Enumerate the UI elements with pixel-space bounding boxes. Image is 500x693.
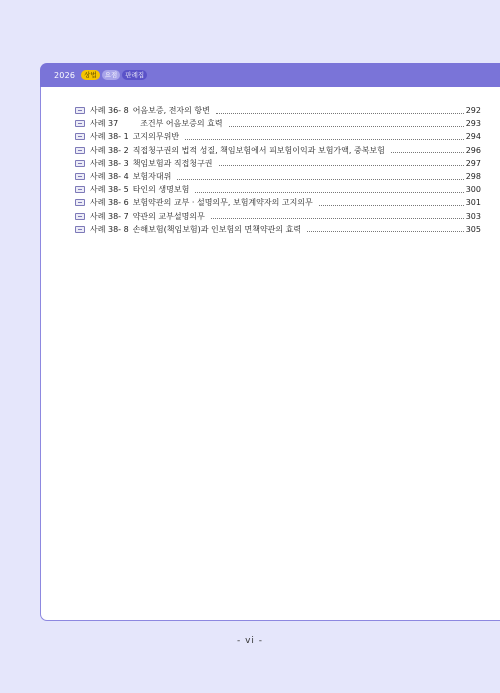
page-number: 296	[465, 145, 481, 155]
footer-page-number: - vi -	[236, 636, 264, 646]
document-icon	[75, 173, 85, 180]
document-icon	[75, 160, 85, 167]
content-panel	[40, 87, 500, 621]
toc-entry[interactable]	[75, 130, 481, 143]
page-number: 300	[465, 185, 481, 195]
header-badge: 요점	[102, 70, 121, 80]
leader-dots	[391, 151, 464, 153]
case-title: 타인의 생명보험	[132, 185, 190, 195]
document-icon	[75, 147, 85, 154]
case-number: 사례 38- 3	[90, 158, 129, 168]
case-title: 조건부 어음보증의 효력	[140, 119, 223, 129]
page-number: 303	[465, 211, 481, 221]
page-number: 301	[465, 198, 481, 208]
page-number: 305	[465, 224, 481, 234]
case-title: 직접청구권의 법적 성질, 책임보험에서 피보험이익과 보험가액, 중복보험	[132, 145, 385, 155]
case-title: 어음보증, 전자의 항변	[132, 106, 210, 116]
case-number: 사례 38- 2	[90, 145, 129, 155]
case-title: 고지의무위반	[132, 132, 180, 142]
toc-entry[interactable]	[75, 196, 481, 209]
toc-entry[interactable]	[75, 157, 481, 170]
toc-entry[interactable]	[75, 104, 481, 117]
toc-entry[interactable]	[75, 144, 481, 157]
toc-entry[interactable]	[75, 210, 481, 223]
case-number: 사례 36- 8	[90, 106, 129, 116]
leader-dots	[177, 178, 463, 180]
leader-dots	[185, 138, 464, 140]
case-number: 사례 37	[90, 119, 119, 129]
header-badges	[81, 70, 147, 80]
case-number: 사례 38- 4	[90, 172, 129, 182]
leader-dots	[219, 164, 464, 166]
document-icon	[75, 107, 85, 114]
page-number: 294	[465, 132, 481, 142]
case-title: 책임보험과 직접청구권	[132, 158, 213, 168]
page-number: 293	[465, 119, 481, 129]
case-title: 보험자대위	[132, 172, 172, 182]
toc-entry[interactable]	[75, 183, 481, 196]
leader-dots	[229, 125, 464, 127]
leader-dots	[319, 204, 464, 206]
case-title: 손해보험(책임보험)과 인보험의 면책약관의 효력	[132, 224, 302, 234]
toc-entry[interactable]	[75, 223, 481, 236]
document-icon	[75, 120, 85, 127]
case-title: 보험약관의 교부 · 설명의무, 보험계약자의 고지의무	[132, 198, 313, 208]
leader-dots	[216, 112, 464, 114]
case-number: 사례 38- 6	[90, 198, 129, 208]
header-year: 2026	[54, 70, 76, 80]
case-number: 사례 38- 8	[90, 224, 129, 234]
document-icon	[75, 133, 85, 140]
case-number: 사례 38- 1	[90, 132, 129, 142]
toc-entry[interactable]	[75, 117, 481, 130]
page-number: 292	[465, 106, 481, 116]
case-number: 사례 38- 5	[90, 185, 129, 195]
document-icon	[75, 213, 85, 220]
document-icon	[75, 186, 85, 193]
leader-dots	[211, 217, 464, 219]
case-number: 사례 38- 7	[90, 211, 129, 221]
case-title: 약관의 교부설명의무	[132, 211, 205, 221]
leader-dots	[307, 230, 464, 232]
leader-dots	[195, 191, 463, 193]
document-icon	[75, 226, 85, 233]
page-number: 297	[465, 158, 481, 168]
header-badge: 판례집	[122, 70, 147, 80]
document-icon	[75, 199, 85, 206]
table-of-contents	[75, 104, 481, 236]
page-number: 298	[465, 172, 481, 182]
header-bar	[40, 63, 500, 87]
header-badge: 상법	[81, 70, 100, 80]
toc-entry[interactable]	[75, 170, 481, 183]
